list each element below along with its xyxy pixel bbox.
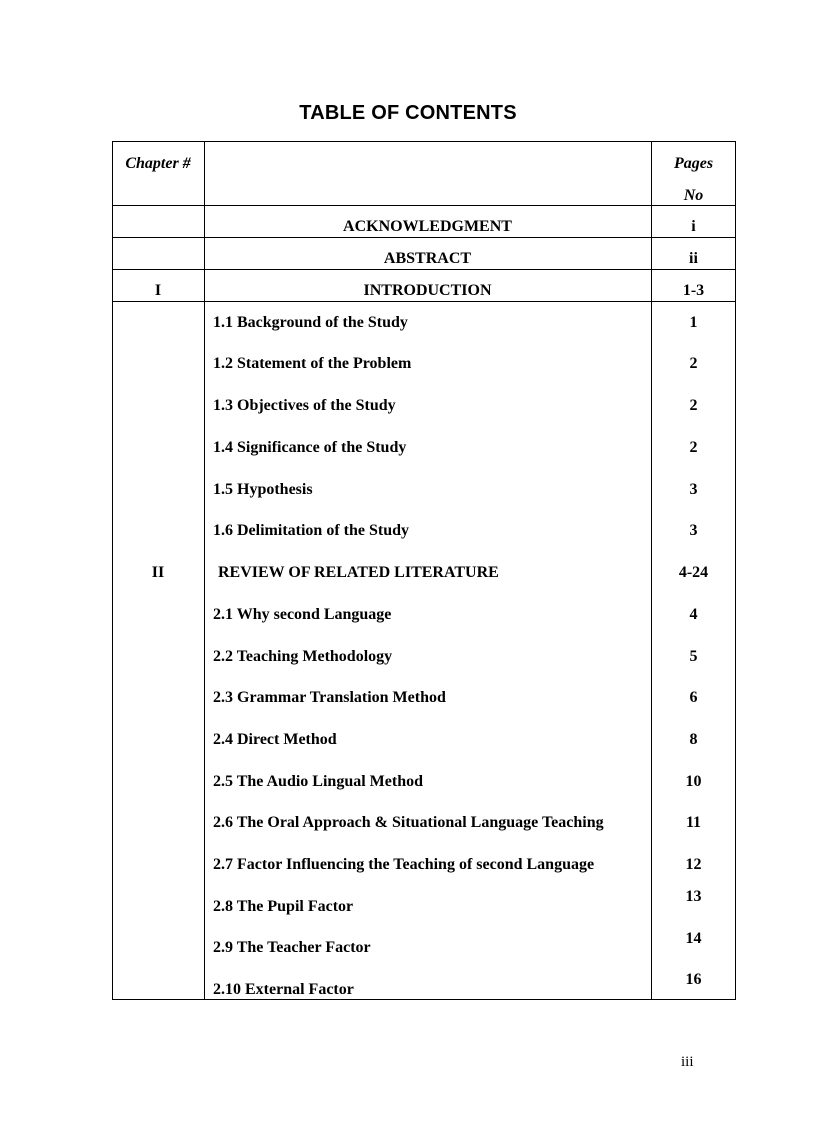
toc-entry: 1.6 Delimitation of the Study	[213, 522, 409, 539]
chapter-pages: 4-24	[678, 564, 709, 581]
toc-page: 13	[685, 888, 702, 905]
toc-page: 5	[689, 648, 698, 665]
toc-entry: 2.5 The Audio Lingual Method	[213, 773, 423, 790]
toc-entry-acknowledgment: ACKNOWLEDGMENT	[343, 218, 512, 235]
row-divider	[112, 269, 736, 270]
toc-entry: 2.8 The Pupil Factor	[213, 898, 354, 915]
chapter-title: REVIEW OF RELATED LITERATURE	[218, 564, 499, 581]
toc-entry: 1.2 Statement of the Problem	[213, 355, 412, 372]
row-divider	[112, 301, 736, 302]
header-pages-no: No	[683, 187, 704, 204]
header-pages: Pages	[673, 155, 714, 172]
toc-page: 11	[685, 814, 702, 831]
chapter-number: I	[154, 282, 162, 299]
toc-page: 10	[685, 773, 702, 790]
toc-entry: 2.3 Grammar Translation Method	[213, 689, 446, 706]
toc-entry: 1.5 Hypothesis	[213, 481, 313, 498]
page-number: iii	[681, 1054, 694, 1070]
chapter-number: II	[151, 564, 165, 581]
toc-entry: 2.7 Factor Influencing the Teaching of second Language	[213, 856, 595, 873]
toc-entry: 2.10 External Factor	[213, 981, 354, 998]
toc-page: 8	[689, 731, 698, 748]
toc-page: 16	[685, 971, 702, 988]
toc-entry: 1.3 Objectives of the Study	[213, 397, 396, 414]
toc-entry: 2.1 Why second Language	[213, 606, 392, 623]
toc-page: 2	[689, 397, 698, 414]
toc-page: i	[691, 218, 696, 235]
toc-entry-abstract: ABSTRACT	[383, 250, 472, 267]
toc-entry: 1.1 Background of the Study	[213, 314, 408, 331]
toc-page: 3	[689, 522, 698, 539]
toc-entry: 2.2 Teaching Methodology	[213, 648, 393, 665]
chapter-title: INTRODUCTION	[363, 282, 492, 299]
row-divider	[112, 205, 736, 206]
toc-entry: 1.4 Significance of the Study	[213, 439, 407, 456]
header-chapter: Chapter #	[125, 155, 191, 172]
toc-page: 1	[689, 314, 698, 331]
toc-page: 3	[689, 481, 698, 498]
toc-entry: 2.9 The Teacher Factor	[213, 939, 371, 956]
toc-entry: 2.6 The Oral Approach & Situational Language Teaching	[213, 814, 604, 831]
toc-page: 12	[685, 856, 702, 873]
toc-page: ii	[689, 250, 698, 267]
toc-page: 2	[689, 439, 698, 456]
page-title: TABLE OF CONTENTS	[299, 102, 517, 124]
toc-page: 2	[689, 355, 698, 372]
toc-page: 14	[685, 930, 702, 947]
row-divider	[112, 237, 736, 238]
toc-entry: 2.4 Direct Method	[213, 731, 337, 748]
chapter-pages: 1-3	[682, 282, 705, 299]
toc-page: 6	[689, 689, 698, 706]
toc-page: 4	[689, 606, 698, 623]
